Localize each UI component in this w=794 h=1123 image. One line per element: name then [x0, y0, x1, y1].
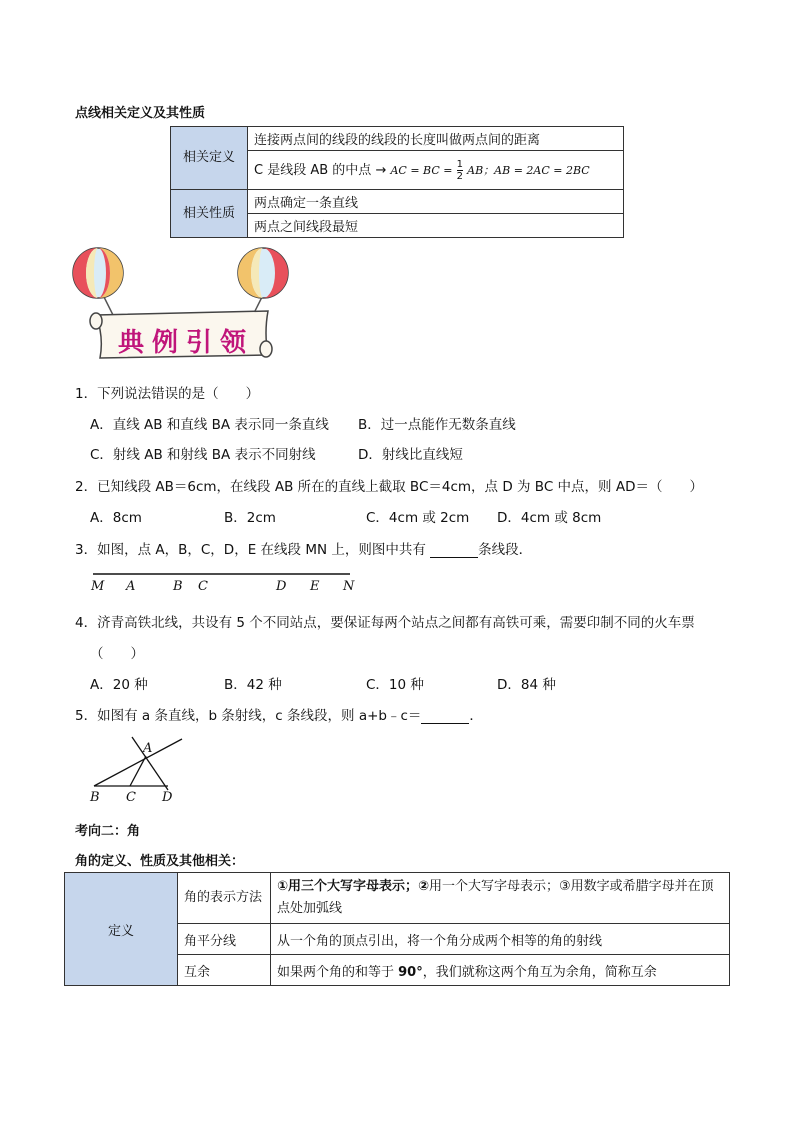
- angle-table: [64, 872, 730, 986]
- def-row2-text: C 是线段 AB 的中点: [254, 162, 372, 178]
- fraction: [457, 159, 463, 182]
- frac-den: 2: [456, 170, 463, 182]
- q3-label-a: A: [126, 579, 136, 594]
- def-row1: 连接两点间的线段的线段的长度叫做两点间的距离: [248, 127, 624, 151]
- formula-a: AC = BC =: [390, 163, 453, 177]
- q3-stem: [75, 538, 532, 558]
- angle-row3-bold: 90°: [398, 964, 423, 980]
- q5-label-b: B: [90, 790, 100, 804]
- q3-label-b: B: [173, 579, 183, 594]
- q4-option-c[interactable]: C．10 种: [366, 677, 424, 693]
- q2-option-b[interactable]: B．2cm: [224, 510, 276, 526]
- q3-label-d: D: [276, 579, 287, 594]
- angle-row2-label: 角平分线: [178, 924, 271, 955]
- section2-title: 考向二：角: [75, 824, 141, 839]
- q3-label-c: C: [198, 579, 208, 594]
- q5-text-b: ．: [469, 708, 483, 724]
- prop-header: 相关性质: [171, 190, 248, 238]
- q2-text: 已知线段 AB＝6cm，在线段 AB 所在的直线上截取 BC＝4cm，点 D 为 BC 中点，则 AD＝（ ）: [97, 479, 703, 495]
- definition-table: [170, 126, 624, 238]
- q5-figure: [86, 734, 196, 804]
- q3-answer-blank[interactable]: [430, 543, 478, 558]
- q1-option-a[interactable]: A．直线 AB 和直线 BA 表示同一条直线: [90, 417, 329, 433]
- section2-subtitle: 角的定义、性质及其他相关：: [75, 854, 245, 869]
- angle-row3-content: [271, 955, 730, 986]
- angle-row3-text-b: ，我们就称这两个角互为余角，简称互余: [422, 964, 657, 980]
- q3-text-a: 如图，点 A，B，C，D，E 在线段 MN 上，则图中共有: [97, 542, 426, 558]
- q5-label-d: D: [162, 790, 173, 804]
- arrow-icon: →: [375, 162, 387, 178]
- prop-row1: 两点确定一条直线: [248, 190, 624, 214]
- q2-num: 2．: [75, 479, 98, 495]
- q4-option-d[interactable]: D．84 种: [497, 677, 556, 693]
- q5-label-a: A: [143, 741, 153, 756]
- ball-left-icon: [73, 248, 123, 298]
- q5-num: 5．: [75, 708, 98, 724]
- q1-option-d[interactable]: D．射线比直线短: [358, 447, 463, 463]
- def-row2: [248, 151, 624, 190]
- q5-label-c: C: [126, 790, 136, 804]
- banner-text: 典例引领: [118, 328, 255, 358]
- q5-segment-ac: [130, 756, 146, 786]
- frac-num: 1: [456, 158, 463, 170]
- q1-option-b[interactable]: B．过一点能作无数条直线: [358, 417, 516, 433]
- q1-option-c[interactable]: C．射线 AB 和射线 BA 表示不同射线: [90, 447, 316, 463]
- prop-row2: 两点之间线段最短: [248, 214, 624, 238]
- q1-stem: [75, 382, 259, 402]
- q4-num: 4．: [75, 615, 98, 631]
- angle-row3-label: 互余: [178, 955, 271, 986]
- q5-answer-blank[interactable]: [421, 709, 469, 724]
- angle-row1-content: [271, 873, 730, 924]
- q5-text-a: 如图有 a 条直线，b 条射线，c 条线段，则 a+b﹣c＝: [97, 708, 422, 724]
- q3-label-n: N: [343, 579, 355, 594]
- q1-num: 1．: [75, 386, 98, 402]
- angle-table-header: 定义: [65, 873, 178, 986]
- ball-right-icon: [238, 248, 288, 298]
- q2-stem: [75, 475, 703, 495]
- q3-text-b: 条线段．: [478, 542, 533, 558]
- q4-option-a[interactable]: A．20 种: [90, 677, 148, 693]
- q3-num: 3．: [75, 542, 98, 558]
- section1-title: 点线相关定义及其性质: [75, 106, 206, 121]
- q4-option-b[interactable]: B．42 种: [224, 677, 282, 693]
- q3-label-e: E: [310, 579, 320, 594]
- q4-paren: （ ）: [90, 646, 144, 662]
- formula-b: AB；AB = 2AC = 2BC: [467, 163, 590, 177]
- angle-row1-label: 角的表示方法: [178, 873, 271, 924]
- q2-option-d[interactable]: D．4cm 或 8cm: [497, 510, 602, 526]
- q2-option-c[interactable]: C．4cm 或 2cm: [366, 510, 470, 526]
- def-header: 相关定义: [171, 127, 248, 190]
- angle-row1-bold: ①用三个大写字母表示；②: [277, 879, 430, 894]
- angle-row2-content: 从一个角的顶点引出，将一个角分成两个相等的角的射线: [271, 924, 730, 955]
- angle-row1-text: 用一个大写字母表示；③用数字或希腊字母并在顶点处加弧线: [277, 879, 714, 916]
- q4-text: 济青高铁北线，共设有 5 个不同站点，要保证每两个站点之间都有高铁可乘，需要印制不同的火车票: [97, 615, 695, 631]
- q4-stem: [75, 611, 695, 631]
- q2-option-a[interactable]: A．8cm: [90, 510, 142, 526]
- q1-text: 下列说法错误的是（ ）: [97, 386, 260, 402]
- q3-label-m: M: [91, 579, 105, 594]
- q5-stem: [75, 704, 483, 724]
- angle-row3-text-a: 如果两个角的和等于: [277, 964, 399, 980]
- q3-figure: [88, 566, 368, 598]
